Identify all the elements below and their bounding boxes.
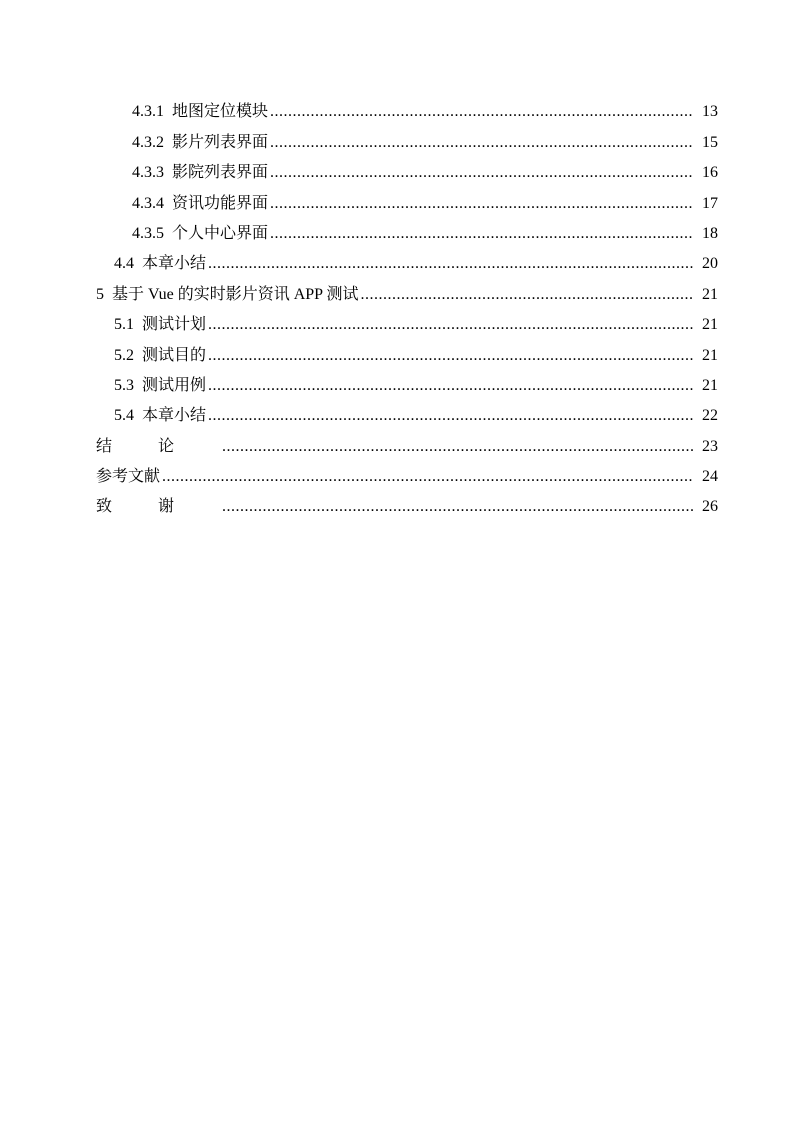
toc-entry[interactable] xyxy=(0,274,793,304)
toc-entry[interactable] xyxy=(0,214,793,244)
toc-entry-title: 个人中心界面 xyxy=(172,224,269,242)
table-of-contents xyxy=(0,92,793,517)
toc-entry-page: 26 xyxy=(702,498,718,516)
toc-leader-dots xyxy=(208,376,694,396)
toc-entry-conclusion[interactable] xyxy=(0,426,793,456)
toc-leader-dots xyxy=(208,315,694,335)
toc-entry[interactable] xyxy=(0,153,793,183)
toc-entry[interactable] xyxy=(0,183,793,213)
toc-entry-title: 基于 Vue 的实时影片资讯 APP 测试 xyxy=(112,285,359,303)
toc-entry[interactable] xyxy=(0,305,793,335)
toc-entry-page: 16 xyxy=(702,164,718,182)
toc-entry-number: 4.3.5 xyxy=(132,224,164,242)
toc-entry-title: 测试目的 xyxy=(142,346,207,364)
toc-entry[interactable] xyxy=(0,92,793,122)
toc-leader-dots xyxy=(222,497,694,517)
toc-entry-page: 23 xyxy=(702,437,718,455)
toc-entry-number: 5.4 xyxy=(114,407,134,425)
toc-leader-dots xyxy=(222,437,694,457)
toc-entry-title: 本章小结 xyxy=(142,255,207,273)
toc-leader-dots xyxy=(208,254,694,274)
toc-entry-number: 4.3.2 xyxy=(132,133,164,151)
toc-entry-number: 4.3.4 xyxy=(132,194,164,212)
toc-entry-number: 5.3 xyxy=(114,376,134,394)
toc-entry-page: 17 xyxy=(702,194,718,212)
toc-entry-number: 4.4 xyxy=(114,255,134,273)
toc-entry[interactable] xyxy=(0,244,793,274)
toc-entry-number: 4.3.1 xyxy=(132,103,164,121)
toc-entry-title: 参考文献 xyxy=(96,468,161,486)
toc-entry-title: 结论 xyxy=(96,437,221,455)
toc-entry-title: 影片列表界面 xyxy=(172,133,269,151)
toc-entry[interactable] xyxy=(0,122,793,152)
toc-leader-dots xyxy=(270,194,694,214)
toc-entry-title: 地图定位模块 xyxy=(172,103,269,121)
toc-entry[interactable] xyxy=(0,366,793,396)
toc-entry-title: 影院列表界面 xyxy=(172,164,269,182)
toc-leader-dots xyxy=(270,224,694,244)
toc-entry-acknowledgements[interactable] xyxy=(0,487,793,517)
toc-entry[interactable] xyxy=(0,335,793,365)
toc-entry-number: 4.3.3 xyxy=(132,164,164,182)
toc-entry-page: 18 xyxy=(702,224,718,242)
toc-entry-number: 5.2 xyxy=(114,346,134,364)
toc-leader-dots xyxy=(360,285,694,305)
toc-entry-title: 致谢 xyxy=(96,498,221,516)
toc-entry-number: 5.1 xyxy=(114,316,134,334)
toc-entry-title: 测试计划 xyxy=(142,316,207,334)
toc-entry-title: 测试用例 xyxy=(142,376,207,394)
toc-entry-number: 5 xyxy=(96,285,104,303)
toc-entry-page: 21 xyxy=(702,285,718,303)
toc-leader-dots xyxy=(208,406,694,426)
toc-entry-references[interactable] xyxy=(0,457,793,487)
toc-leader-dots xyxy=(270,163,694,183)
toc-leader-dots xyxy=(208,346,694,366)
toc-entry-page: 24 xyxy=(702,468,718,486)
toc-entry-title: 资讯功能界面 xyxy=(172,194,269,212)
toc-entry-page: 22 xyxy=(702,407,718,425)
toc-entry-title: 本章小结 xyxy=(142,407,207,425)
toc-entry[interactable] xyxy=(0,396,793,426)
toc-entry-page: 15 xyxy=(702,133,718,151)
toc-entry-page: 20 xyxy=(702,255,718,273)
toc-leader-dots xyxy=(162,467,694,487)
toc-entry-page: 13 xyxy=(702,103,718,121)
toc-entry-page: 21 xyxy=(702,376,718,394)
toc-leader-dots xyxy=(270,133,694,153)
toc-entry-page: 21 xyxy=(702,316,718,334)
toc-entry-page: 21 xyxy=(702,346,718,364)
toc-leader-dots xyxy=(270,102,694,122)
